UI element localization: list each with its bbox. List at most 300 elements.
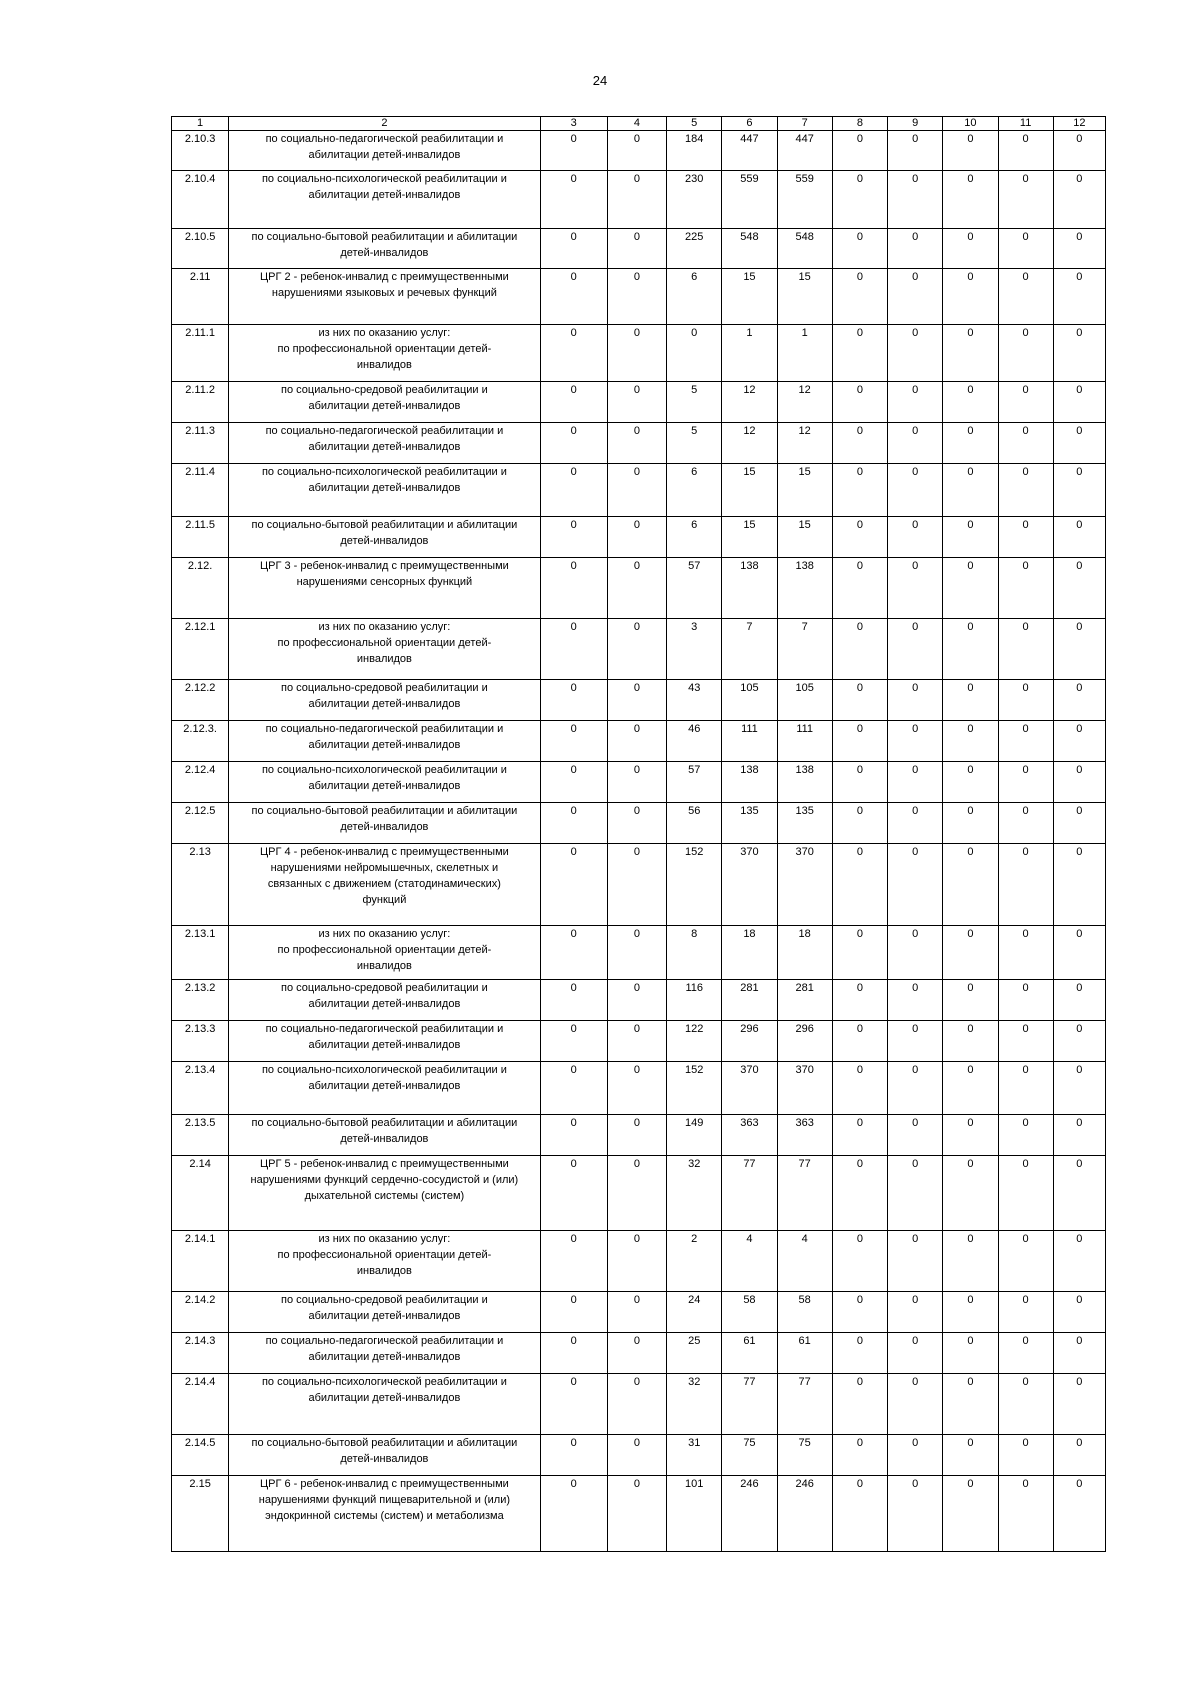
value-cell-col-9: 0 [888, 844, 943, 926]
data-table [171, 116, 1106, 1552]
value-cell-col-11: 0 [998, 229, 1053, 269]
value-cell-col-4: 0 [607, 464, 666, 517]
value-cell-col-10: 0 [943, 382, 998, 423]
value-cell-col-10: 0 [943, 1231, 998, 1292]
row-description-cell [229, 229, 540, 269]
value-cell-col-4: 0 [607, 517, 666, 558]
value-cell-col-6: 4 [722, 1231, 777, 1292]
row-code-cell: 2.11.1 [172, 325, 229, 382]
description-line: детей-инвалидов [340, 821, 429, 833]
description-line: абилитации детей-инвалидов [308, 1310, 461, 1322]
value-cell-col-12: 0 [1053, 1021, 1105, 1062]
value-cell-col-9: 0 [888, 1231, 943, 1292]
value-cell-col-6: 12 [722, 382, 777, 423]
table-row [172, 926, 1106, 980]
table-body [172, 131, 1106, 1552]
row-description-cell [229, 1156, 540, 1231]
value-cell-col-12: 0 [1053, 980, 1105, 1021]
row-description-cell [229, 680, 540, 721]
value-cell-col-3: 0 [540, 229, 607, 269]
table-row [172, 1333, 1106, 1374]
value-cell-col-6: 1 [722, 325, 777, 382]
column-header: 1 [172, 117, 229, 131]
value-cell-col-9: 0 [888, 558, 943, 619]
value-cell-col-8: 0 [832, 1156, 887, 1231]
table-row [172, 464, 1106, 517]
value-cell-col-6: 77 [722, 1156, 777, 1231]
description-line: по социально-педагогической реабилитации и [265, 133, 504, 145]
value-cell-col-3: 0 [540, 1292, 607, 1333]
description-line: по социально-педагогической реабилитации и [265, 1335, 504, 1347]
value-cell-col-6: 12 [722, 423, 777, 464]
value-cell-col-6: 7 [722, 619, 777, 680]
value-cell-col-12: 0 [1053, 619, 1105, 680]
value-cell-col-3: 0 [540, 680, 607, 721]
row-description-cell [229, 844, 540, 926]
row-description-cell [229, 558, 540, 619]
row-code-cell: 2.10.4 [172, 171, 229, 229]
value-cell-col-5: 184 [667, 131, 722, 171]
value-cell-col-7: 138 [777, 558, 832, 619]
description-line: абилитации детей-инвалидов [308, 482, 461, 494]
value-cell-col-3: 0 [540, 1231, 607, 1292]
value-cell-col-5: 0 [667, 325, 722, 382]
row-description-cell [229, 131, 540, 171]
column-header: 2 [229, 117, 540, 131]
table-row [172, 382, 1106, 423]
row-code-cell: 2.13.2 [172, 980, 229, 1021]
value-cell-col-3: 0 [540, 1476, 607, 1552]
value-cell-col-12: 0 [1053, 1062, 1105, 1115]
table-row [172, 1435, 1106, 1476]
table-row [172, 680, 1106, 721]
value-cell-col-7: 77 [777, 1374, 832, 1435]
table-row [172, 1231, 1106, 1292]
description-line: по социально-психологической реабилитации и [261, 173, 507, 185]
description-line: ЦРГ 5 - ребенок-инвалид с преимущественными [259, 1158, 509, 1170]
description-line: инвалидов [356, 359, 412, 371]
row-description-cell [229, 325, 540, 382]
value-cell-col-5: 43 [667, 680, 722, 721]
row-code-cell: 2.12.4 [172, 762, 229, 803]
value-cell-col-10: 0 [943, 803, 998, 844]
column-header: 5 [667, 117, 722, 131]
value-cell-col-11: 0 [998, 1476, 1053, 1552]
value-cell-col-9: 0 [888, 1476, 943, 1552]
value-cell-col-12: 0 [1053, 325, 1105, 382]
description-line: по социально-педагогической реабилитации и [265, 425, 504, 437]
value-cell-col-8: 0 [832, 1374, 887, 1435]
value-cell-col-5: 25 [667, 1333, 722, 1374]
value-cell-col-11: 0 [998, 325, 1053, 382]
value-cell-col-9: 0 [888, 926, 943, 980]
description-line: нарушениями функций пищеварительной и (или) [258, 1494, 510, 1506]
row-description-cell [229, 382, 540, 423]
value-cell-col-4: 0 [607, 1476, 666, 1552]
description-line: дыхательной системы (систем) [304, 1190, 465, 1202]
value-cell-col-10: 0 [943, 423, 998, 464]
column-header: 9 [888, 117, 943, 131]
row-code-cell: 2.13.3 [172, 1021, 229, 1062]
value-cell-col-7: 75 [777, 1435, 832, 1476]
value-cell-col-5: 57 [667, 558, 722, 619]
description-line: абилитации детей-инвалидов [308, 998, 461, 1010]
description-line: по социально-средовой реабилитации и [281, 1294, 488, 1306]
description-line: абилитации детей-инвалидов [308, 698, 461, 710]
value-cell-col-11: 0 [998, 269, 1053, 325]
value-cell-col-7: 12 [777, 382, 832, 423]
row-description-cell [229, 619, 540, 680]
value-cell-col-11: 0 [998, 1231, 1053, 1292]
value-cell-col-12: 0 [1053, 680, 1105, 721]
row-description-cell [229, 517, 540, 558]
value-cell-col-8: 0 [832, 171, 887, 229]
value-cell-col-7: 363 [777, 1115, 832, 1156]
value-cell-col-8: 0 [832, 131, 887, 171]
description-line: абилитации детей-инвалидов [308, 780, 461, 792]
value-cell-col-11: 0 [998, 926, 1053, 980]
value-cell-col-11: 0 [998, 1115, 1053, 1156]
value-cell-col-6: 15 [722, 464, 777, 517]
value-cell-col-6: 138 [722, 762, 777, 803]
value-cell-col-3: 0 [540, 464, 607, 517]
value-cell-col-12: 0 [1053, 229, 1105, 269]
description-line: детей-инвалидов [340, 1453, 429, 1465]
value-cell-col-9: 0 [888, 980, 943, 1021]
row-description-cell [229, 269, 540, 325]
value-cell-col-11: 0 [998, 803, 1053, 844]
value-cell-col-4: 0 [607, 721, 666, 762]
value-cell-col-4: 0 [607, 680, 666, 721]
table-row [172, 229, 1106, 269]
value-cell-col-6: 77 [722, 1374, 777, 1435]
row-description-cell [229, 1292, 540, 1333]
row-code-cell: 2.10.3 [172, 131, 229, 171]
value-cell-col-12: 0 [1053, 1231, 1105, 1292]
value-cell-col-3: 0 [540, 762, 607, 803]
description-line: ЦРГ 6 - ребенок-инвалид с преимущественными [259, 1478, 509, 1490]
value-cell-col-4: 0 [607, 1115, 666, 1156]
value-cell-col-9: 0 [888, 1156, 943, 1231]
column-header: 6 [722, 117, 777, 131]
description-line: инвалидов [356, 960, 412, 972]
value-cell-col-5: 149 [667, 1115, 722, 1156]
row-description-cell [229, 721, 540, 762]
value-cell-col-12: 0 [1053, 1156, 1105, 1231]
row-code-cell: 2.10.5 [172, 229, 229, 269]
value-cell-col-6: 559 [722, 171, 777, 229]
value-cell-col-10: 0 [943, 1156, 998, 1231]
description-line: по социально-бытовой реабилитации и абилитации [251, 1437, 518, 1449]
value-cell-col-4: 0 [607, 1021, 666, 1062]
value-cell-col-8: 0 [832, 762, 887, 803]
value-cell-col-4: 0 [607, 926, 666, 980]
description-line: абилитации детей-инвалидов [308, 1351, 461, 1363]
value-cell-col-8: 0 [832, 721, 887, 762]
value-cell-col-8: 0 [832, 926, 887, 980]
row-description-cell [229, 803, 540, 844]
description-line: абилитации детей-инвалидов [308, 1039, 461, 1051]
value-cell-col-3: 0 [540, 980, 607, 1021]
value-cell-col-9: 0 [888, 1333, 943, 1374]
value-cell-col-11: 0 [998, 423, 1053, 464]
value-cell-col-10: 0 [943, 1374, 998, 1435]
description-line: инвалидов [356, 653, 412, 665]
description-line: абилитации детей-инвалидов [308, 739, 461, 751]
value-cell-col-12: 0 [1053, 558, 1105, 619]
column-header: 10 [943, 117, 998, 131]
value-cell-col-12: 0 [1053, 171, 1105, 229]
description-line: по социально-средовой реабилитации и [281, 384, 488, 396]
description-line: по социально-средовой реабилитации и [281, 982, 488, 994]
value-cell-col-7: 15 [777, 517, 832, 558]
row-code-cell: 2.14.2 [172, 1292, 229, 1333]
value-cell-col-6: 111 [722, 721, 777, 762]
description-line: по социально-бытовой реабилитации и абилитации [251, 805, 518, 817]
value-cell-col-10: 0 [943, 325, 998, 382]
value-cell-col-9: 0 [888, 619, 943, 680]
value-cell-col-8: 0 [832, 844, 887, 926]
row-code-cell: 2.13.5 [172, 1115, 229, 1156]
value-cell-col-11: 0 [998, 680, 1053, 721]
value-cell-col-12: 0 [1053, 464, 1105, 517]
value-cell-col-7: 18 [777, 926, 832, 980]
value-cell-col-10: 0 [943, 1062, 998, 1115]
value-cell-col-8: 0 [832, 517, 887, 558]
value-cell-col-11: 0 [998, 558, 1053, 619]
value-cell-col-7: 138 [777, 762, 832, 803]
description-line: связанных с движением (статодинамических) [267, 878, 501, 890]
value-cell-col-10: 0 [943, 721, 998, 762]
value-cell-col-8: 0 [832, 619, 887, 680]
row-description-cell [229, 171, 540, 229]
description-line: абилитации детей-инвалидов [308, 400, 461, 412]
value-cell-col-8: 0 [832, 1435, 887, 1476]
value-cell-col-9: 0 [888, 721, 943, 762]
row-code-cell: 2.13.1 [172, 926, 229, 980]
value-cell-col-11: 0 [998, 1435, 1053, 1476]
value-cell-col-11: 0 [998, 619, 1053, 680]
value-cell-col-4: 0 [607, 558, 666, 619]
value-cell-col-11: 0 [998, 1021, 1053, 1062]
value-cell-col-9: 0 [888, 1115, 943, 1156]
description-line: по социально-средовой реабилитации и [281, 682, 488, 694]
description-line: функций [362, 894, 407, 906]
description-line: по социально-психологической реабилитации и [261, 764, 507, 776]
value-cell-col-7: 559 [777, 171, 832, 229]
value-cell-col-5: 2 [667, 1231, 722, 1292]
value-cell-col-4: 0 [607, 619, 666, 680]
value-cell-col-9: 0 [888, 1062, 943, 1115]
value-cell-col-4: 0 [607, 762, 666, 803]
column-header: 11 [998, 117, 1053, 131]
value-cell-col-5: 56 [667, 803, 722, 844]
value-cell-col-11: 0 [998, 844, 1053, 926]
table-row [172, 423, 1106, 464]
row-description-cell [229, 1435, 540, 1476]
value-cell-col-10: 0 [943, 558, 998, 619]
row-description-cell [229, 926, 540, 980]
value-cell-col-8: 0 [832, 680, 887, 721]
value-cell-col-6: 370 [722, 844, 777, 926]
row-code-cell: 2.14.5 [172, 1435, 229, 1476]
value-cell-col-10: 0 [943, 1476, 998, 1552]
value-cell-col-4: 0 [607, 1333, 666, 1374]
row-description-cell [229, 1374, 540, 1435]
row-code-cell: 2.12.2 [172, 680, 229, 721]
value-cell-col-4: 0 [607, 423, 666, 464]
table-row [172, 844, 1106, 926]
value-cell-col-3: 0 [540, 1156, 607, 1231]
value-cell-col-3: 0 [540, 517, 607, 558]
description-line: абилитации детей-инвалидов [308, 1392, 461, 1404]
value-cell-col-9: 0 [888, 680, 943, 721]
description-line: по профессиональной ориентации детей- [277, 1249, 492, 1261]
value-cell-col-12: 0 [1053, 423, 1105, 464]
value-cell-col-10: 0 [943, 1435, 998, 1476]
value-cell-col-3: 0 [540, 269, 607, 325]
description-line: по профессиональной ориентации детей- [277, 944, 492, 956]
value-cell-col-12: 0 [1053, 926, 1105, 980]
table-row [172, 1476, 1106, 1552]
description-line: по социально-бытовой реабилитации и абилитации [251, 1117, 518, 1129]
value-cell-col-7: 281 [777, 980, 832, 1021]
description-line: по социально-бытовой реабилитации и абилитации [251, 231, 518, 243]
value-cell-col-4: 0 [607, 1062, 666, 1115]
value-cell-col-9: 0 [888, 1021, 943, 1062]
column-header: 12 [1053, 117, 1105, 131]
description-line: абилитации детей-инвалидов [308, 441, 461, 453]
value-cell-col-8: 0 [832, 464, 887, 517]
value-cell-col-12: 0 [1053, 1476, 1105, 1552]
value-cell-col-3: 0 [540, 382, 607, 423]
value-cell-col-11: 0 [998, 1292, 1053, 1333]
description-line: нарушениями языковых и речевых функций [271, 287, 497, 299]
value-cell-col-8: 0 [832, 558, 887, 619]
row-description-cell [229, 980, 540, 1021]
value-cell-col-9: 0 [888, 229, 943, 269]
value-cell-col-3: 0 [540, 423, 607, 464]
row-code-cell: 2.11 [172, 269, 229, 325]
table-row [172, 269, 1106, 325]
table-row [172, 1156, 1106, 1231]
value-cell-col-6: 246 [722, 1476, 777, 1552]
value-cell-col-12: 0 [1053, 1333, 1105, 1374]
value-cell-col-9: 0 [888, 423, 943, 464]
value-cell-col-7: 15 [777, 269, 832, 325]
description-line: по социально-педагогической реабилитации и [265, 723, 504, 735]
value-cell-col-5: 6 [667, 464, 722, 517]
row-description-cell [229, 423, 540, 464]
value-cell-col-12: 0 [1053, 762, 1105, 803]
value-cell-col-12: 0 [1053, 803, 1105, 844]
column-number-row [172, 117, 1106, 131]
value-cell-col-5: 225 [667, 229, 722, 269]
value-cell-col-3: 0 [540, 1115, 607, 1156]
value-cell-col-7: 58 [777, 1292, 832, 1333]
value-cell-col-10: 0 [943, 926, 998, 980]
value-cell-col-7: 4 [777, 1231, 832, 1292]
value-cell-col-4: 0 [607, 844, 666, 926]
value-cell-col-7: 111 [777, 721, 832, 762]
value-cell-col-3: 0 [540, 803, 607, 844]
table-row [172, 619, 1106, 680]
value-cell-col-5: 152 [667, 844, 722, 926]
value-cell-col-4: 0 [607, 229, 666, 269]
value-cell-col-8: 0 [832, 229, 887, 269]
value-cell-col-8: 0 [832, 1476, 887, 1552]
row-description-cell [229, 1231, 540, 1292]
value-cell-col-8: 0 [832, 1021, 887, 1062]
value-cell-col-11: 0 [998, 1374, 1053, 1435]
description-line: из них по оказанию услуг: [318, 621, 451, 633]
description-line: нарушениями нейромышечных, скелетных и [270, 862, 499, 874]
value-cell-col-4: 0 [607, 269, 666, 325]
value-cell-col-10: 0 [943, 980, 998, 1021]
value-cell-col-9: 0 [888, 382, 943, 423]
table-row [172, 1062, 1106, 1115]
value-cell-col-4: 0 [607, 1435, 666, 1476]
value-cell-col-12: 0 [1053, 131, 1105, 171]
value-cell-col-3: 0 [540, 619, 607, 680]
value-cell-col-12: 0 [1053, 382, 1105, 423]
description-line: детей-инвалидов [340, 1133, 429, 1145]
row-code-cell: 2.14 [172, 1156, 229, 1231]
value-cell-col-3: 0 [540, 171, 607, 229]
value-cell-col-4: 0 [607, 171, 666, 229]
value-cell-col-7: 77 [777, 1156, 832, 1231]
value-cell-col-7: 246 [777, 1476, 832, 1552]
table-row [172, 171, 1106, 229]
description-line: детей-инвалидов [340, 247, 429, 259]
value-cell-col-12: 0 [1053, 844, 1105, 926]
value-cell-col-11: 0 [998, 131, 1053, 171]
value-cell-col-3: 0 [540, 1435, 607, 1476]
row-description-cell [229, 1021, 540, 1062]
value-cell-col-8: 0 [832, 269, 887, 325]
value-cell-col-11: 0 [998, 721, 1053, 762]
description-line: абилитации детей-инвалидов [308, 1080, 461, 1092]
value-cell-col-5: 122 [667, 1021, 722, 1062]
table-row [172, 558, 1106, 619]
value-cell-col-6: 105 [722, 680, 777, 721]
value-cell-col-8: 0 [832, 382, 887, 423]
value-cell-col-9: 0 [888, 269, 943, 325]
value-cell-col-11: 0 [998, 980, 1053, 1021]
value-cell-col-6: 75 [722, 1435, 777, 1476]
value-cell-col-7: 1 [777, 325, 832, 382]
description-line: из них по оказанию услуг: [318, 1233, 451, 1245]
value-cell-col-8: 0 [832, 1333, 887, 1374]
value-cell-col-5: 5 [667, 382, 722, 423]
value-cell-col-10: 0 [943, 844, 998, 926]
description-line: по профессиональной ориентации детей- [277, 637, 492, 649]
value-cell-col-6: 15 [722, 269, 777, 325]
value-cell-col-3: 0 [540, 131, 607, 171]
row-code-cell: 2.13.4 [172, 1062, 229, 1115]
row-code-cell: 2.12. [172, 558, 229, 619]
value-cell-col-12: 0 [1053, 269, 1105, 325]
value-cell-col-6: 18 [722, 926, 777, 980]
value-cell-col-10: 0 [943, 517, 998, 558]
value-cell-col-5: 152 [667, 1062, 722, 1115]
value-cell-col-9: 0 [888, 1435, 943, 1476]
value-cell-col-5: 116 [667, 980, 722, 1021]
value-cell-col-5: 6 [667, 269, 722, 325]
value-cell-col-12: 0 [1053, 517, 1105, 558]
value-cell-col-8: 0 [832, 980, 887, 1021]
value-cell-col-5: 46 [667, 721, 722, 762]
